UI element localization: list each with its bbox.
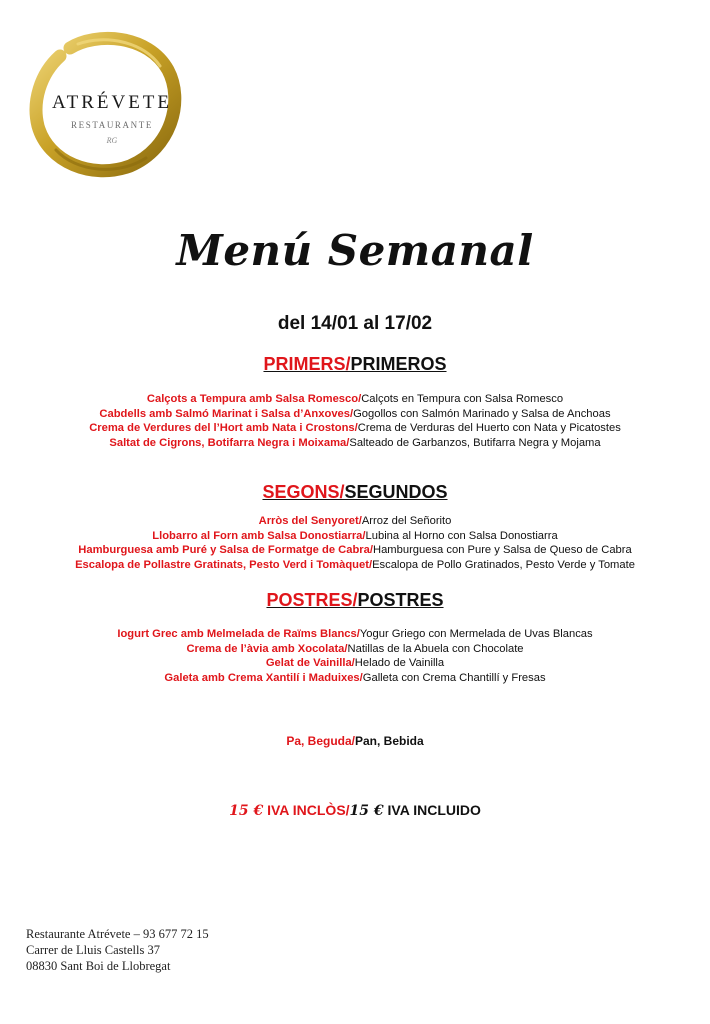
price-amount-es: 15 € <box>349 803 384 819</box>
bread-drink-line <box>0 734 710 748</box>
item-name-es: Gogollos con Salmón Marinado y Salsa de Anchoas <box>353 407 611 420</box>
menu-item <box>0 392 710 407</box>
brand-name: ATRÉVETE <box>51 92 173 113</box>
section-items-primers <box>0 392 710 450</box>
footer-address <box>26 926 209 974</box>
restaurant-logo <box>26 30 186 180</box>
section-title-es: SEGUNDOS <box>344 482 448 502</box>
section-items-segons <box>0 514 710 572</box>
section-title-ca: POSTRES/ <box>266 590 358 610</box>
section-title-primers <box>0 354 710 375</box>
item-name-ca: Galeta amb Crema Xantilí i Maduixes/ <box>164 671 363 684</box>
item-name-ca: Calçots a Tempura amb Salsa Romesco/ <box>146 393 362 405</box>
item-name-es: Natillas de la Abuela con Chocolate <box>347 642 524 655</box>
price-text-es: IVA INCLUIDO <box>383 802 481 818</box>
footer-city: 08830 Sant Boi de Llobregat <box>26 959 171 973</box>
menu-item <box>0 436 710 451</box>
item-name-ca: Arròs del Senyoret/ <box>258 515 362 527</box>
menu-item <box>0 421 710 436</box>
menu-item <box>0 529 710 544</box>
item-name-ca: Cabdells amb Salmó Marinat i Salsa d’Anxoves/ <box>99 407 354 420</box>
section-title-es: PRIMEROS <box>350 354 447 374</box>
section-title-ca: PRIMERS/ <box>263 354 351 374</box>
price-text-ca: IVA INCLÒS/ <box>263 802 350 818</box>
section-title-ca: SEGONS/ <box>262 482 345 502</box>
item-name-es: Yogur Griego con Mermelada de Uvas Blancas <box>359 628 593 640</box>
menu-item <box>0 671 710 686</box>
bread-drink-ca: Pa, Beguda/ <box>286 734 355 748</box>
menu-price <box>0 802 710 819</box>
item-name-ca: Crema de Verdures del l’Hort amb Nata i Crostons/ <box>89 422 358 435</box>
item-name-es: Calçots en Tempura con Salsa Romesco <box>361 393 564 405</box>
item-name-ca: Llobarro al Forn amb Salsa Donostiarra/ <box>152 529 366 542</box>
menu-item <box>0 407 710 422</box>
item-name-ca: Escalopa de Pollastre Gratinats, Pesto Verd i Tomàquet/ <box>75 558 373 571</box>
menu-item <box>0 656 710 671</box>
menu-item <box>0 627 710 642</box>
brand-subtitle: RESTAURANTE <box>71 120 153 130</box>
item-name-ca: Hamburguesa amb Puré y Salsa de Formatge de Cabra/ <box>78 544 373 557</box>
menu-item <box>0 642 710 657</box>
price-amount-ca: 15 € <box>229 803 264 819</box>
item-name-ca: Crema de l’àvia amb Xocolata/ <box>186 642 348 655</box>
menu-item <box>0 543 710 558</box>
menu-item <box>0 514 710 529</box>
menu-item <box>0 558 710 573</box>
footer-street: Carrer de Lluis Castells 37 <box>26 943 160 957</box>
menu-title: Menú Semanal <box>176 226 534 275</box>
item-name-es: Escalopa de Pollo Gratinados, Pesto Verde y Tomate <box>372 558 635 571</box>
section-title-es: POSTRES <box>357 590 444 610</box>
item-name-es: Arroz del Señorito <box>361 515 452 527</box>
item-name-ca: Gelat de Vainilla/ <box>265 657 355 670</box>
bread-drink-es: Pan, Bebida <box>355 734 424 748</box>
item-name-ca: Iogurt Grec amb Melmelada de Raïms Blancs/ <box>117 628 360 640</box>
menu-dates: del 14/01 al 17/02 <box>277 313 433 334</box>
brand-signature: RG <box>106 136 118 145</box>
section-title-segons <box>0 482 710 503</box>
item-name-es: Helado de Vainilla <box>354 657 445 670</box>
section-title-postres <box>0 590 710 611</box>
item-name-es: Lubina al Horno con Salsa Donostiarra <box>365 529 558 542</box>
item-name-es: Crema de Verduras del Huerto con Nata y Picatostes <box>357 422 621 435</box>
item-name-ca: Saltat de Cigrons, Botifarra Negra i Moixama/ <box>109 436 350 449</box>
section-items-postres <box>0 627 710 685</box>
footer-contact: Restaurante Atrévete – 93 677 72 15 <box>26 927 209 941</box>
item-name-es: Hamburguesa con Pure y Salsa de Queso de Cabra <box>373 544 632 557</box>
item-name-es: Galleta con Crema Chantillí y Fresas <box>362 671 546 684</box>
item-name-es: Salteado de Garbanzos, Butifarra Negra y Mojama <box>349 436 601 449</box>
